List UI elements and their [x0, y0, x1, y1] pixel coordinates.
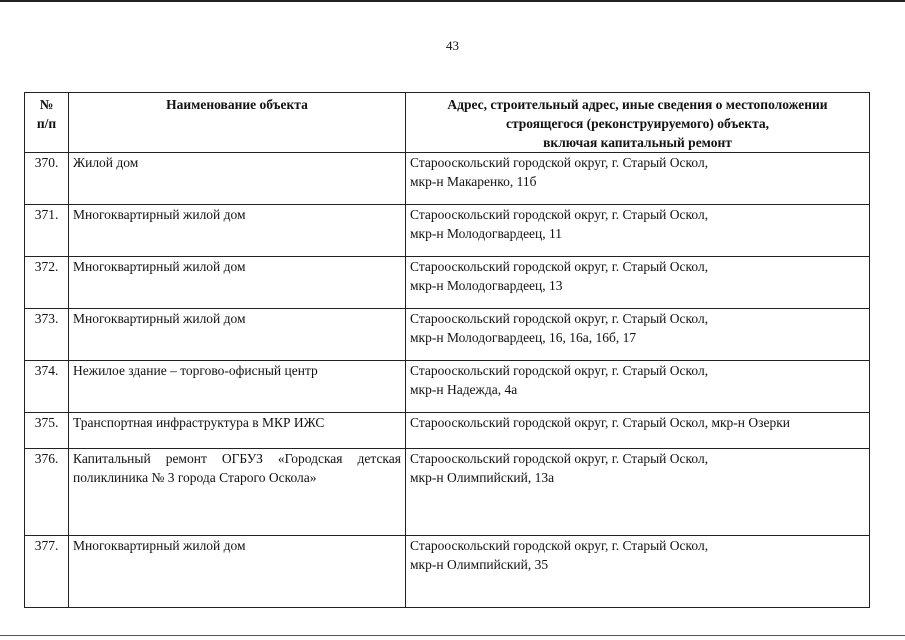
object-address: Старооскольский городской округ, г. Старый Оскол, мкр-н Молодогвардеец, 13	[406, 257, 870, 309]
row-number: 372.	[25, 257, 69, 309]
row-number: 373.	[25, 309, 69, 361]
object-address: Старооскольский городской округ, г. Старый Оскол, мкр-н Озерки	[406, 413, 870, 449]
header-address: Адрес, строительный адрес, иные сведения о местоположении строящегося (реконструируемого) объекта, включая капитальный ремонт	[406, 93, 870, 153]
row-number: 377.	[25, 536, 69, 608]
object-name: Нежилое здание – торгово-офисный центр	[69, 361, 406, 413]
object-name: Многоквартирный жилой дом	[69, 205, 406, 257]
header-name: Наименование объекта	[69, 93, 406, 153]
table-row	[25, 153, 870, 205]
table-row	[25, 257, 870, 309]
table-body	[25, 153, 870, 608]
object-address: Старооскольский городской округ, г. Старый Оскол, мкр-н Олимпийский, 13а	[406, 449, 870, 536]
object-address: Старооскольский городской округ, г. Старый Оскол, мкр-н Олимпийский, 35	[406, 536, 870, 608]
object-name: Капитальный ремонт ОГБУЗ «Городская детская поликлиника № 3 города Старого Оскола»	[69, 449, 406, 536]
object-name: Транспортная инфраструктура в МКР ИЖС	[69, 413, 406, 449]
top-rule	[0, 0, 905, 2]
bottom-rule	[0, 635, 905, 636]
object-address: Старооскольский городской округ, г. Старый Оскол, мкр-н Молодогвардеец, 16, 16а, 16б, 17	[406, 309, 870, 361]
object-address: Старооскольский городской округ, г. Старый Оскол, мкр-н Макаренко, 11б	[406, 153, 870, 205]
object-name: Многоквартирный жилой дом	[69, 536, 406, 608]
page-number: 43	[446, 38, 459, 53]
object-address: Старооскольский городской округ, г. Старый Оскол, мкр-н Надежда, 4а	[406, 361, 870, 413]
table-row	[25, 413, 870, 449]
object-address: Старооскольский городской округ, г. Старый Оскол, мкр-н Молодогвардеец, 11	[406, 205, 870, 257]
object-name: Многоквартирный жилой дом	[69, 309, 406, 361]
row-number: 376.	[25, 449, 69, 536]
object-name: Многоквартирный жилой дом	[69, 257, 406, 309]
table-header-row	[25, 93, 870, 153]
table-row	[25, 449, 870, 536]
table-row	[25, 205, 870, 257]
object-name: Жилой дом	[69, 153, 406, 205]
objects-table	[24, 92, 870, 608]
row-number: 370.	[25, 153, 69, 205]
table-row	[25, 536, 870, 608]
header-num: № п/п	[25, 93, 69, 153]
row-number: 375.	[25, 413, 69, 449]
table-row	[25, 361, 870, 413]
table-row	[25, 309, 870, 361]
row-number: 371.	[25, 205, 69, 257]
row-number: 374.	[25, 361, 69, 413]
